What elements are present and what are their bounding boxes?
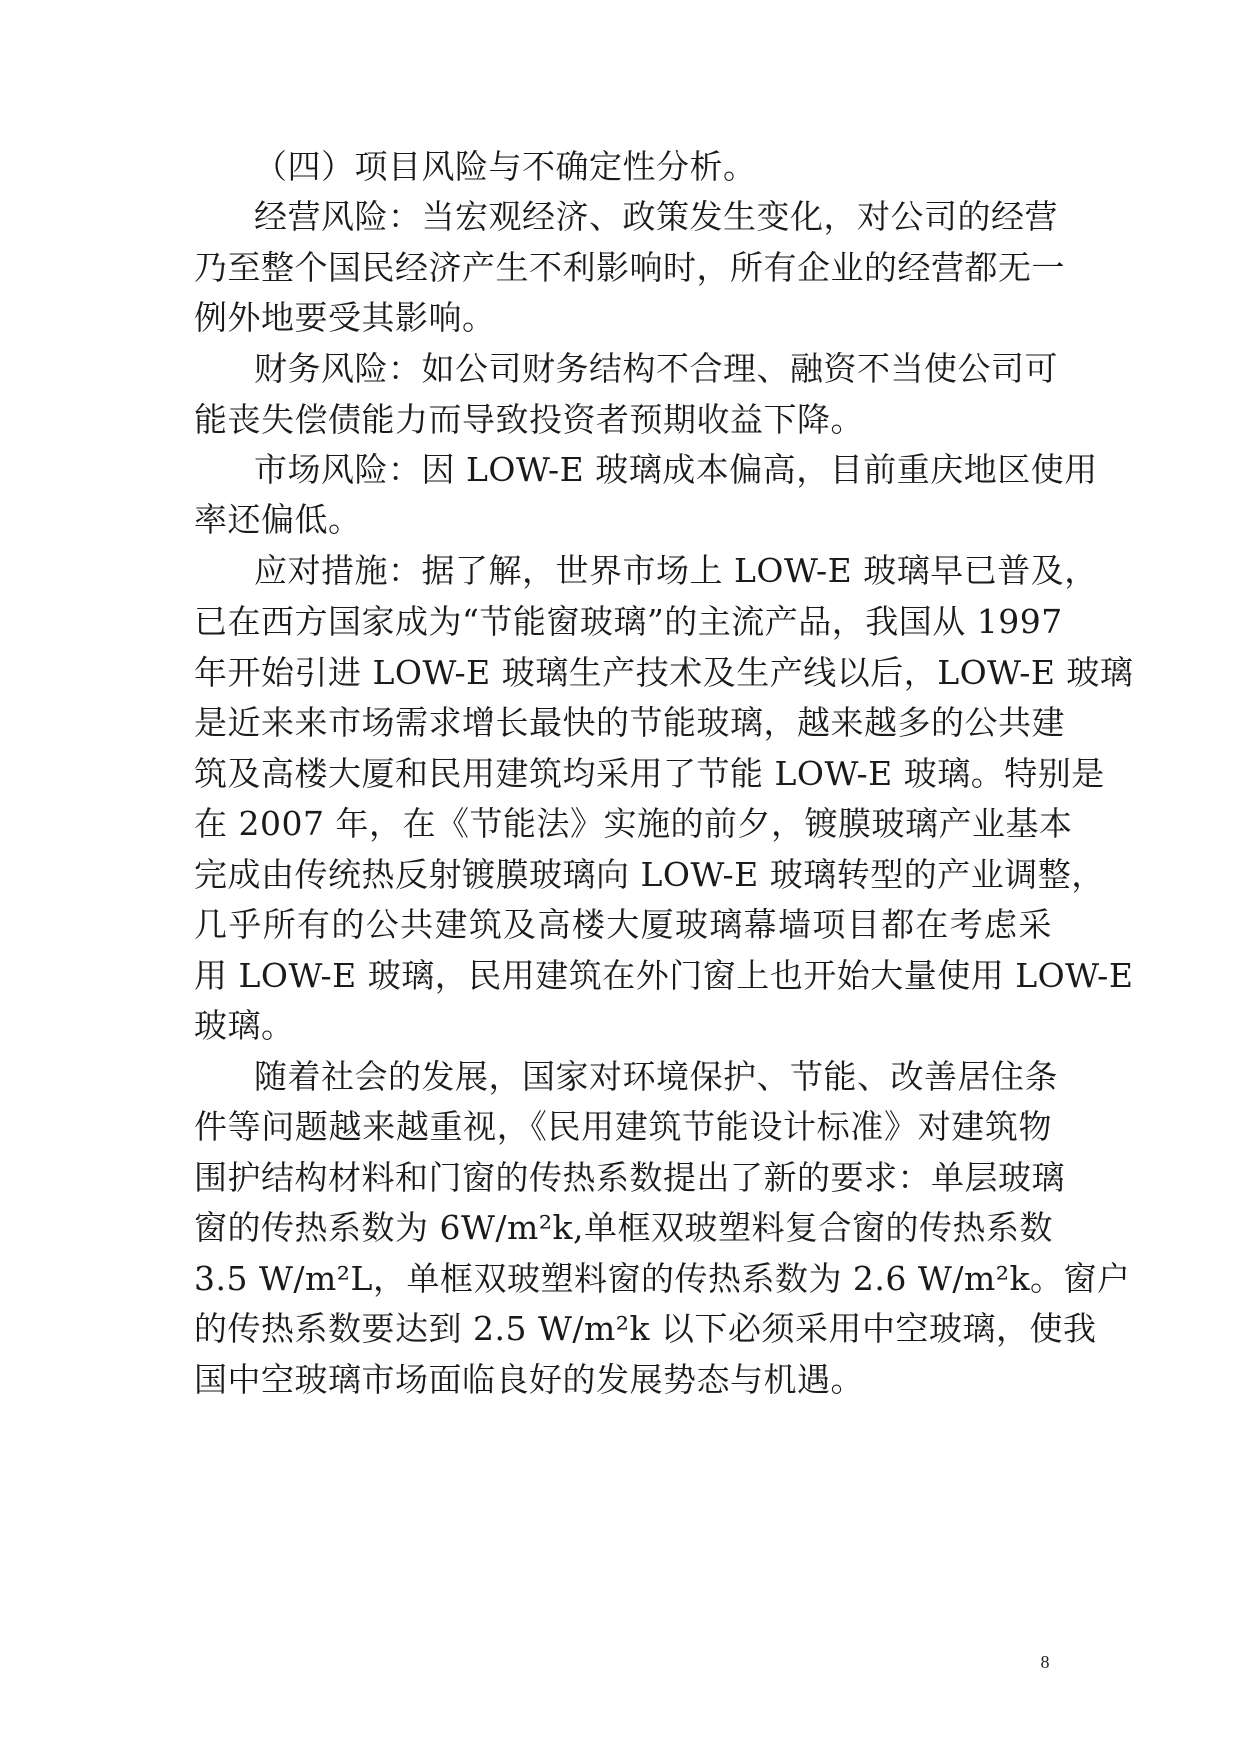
paragraph-line: 在 2007 年，在《节能法》实施的前夕，镀膜玻璃产业基本 <box>194 804 1073 843</box>
paragraph-line: 随着社会的发展，国家对环境保护、节能、改善居住条 <box>254 1057 1058 1096</box>
paragraph-line: 市场风险：因 LOW-E 玻璃成本偏高，目前重庆地区使用 <box>254 450 1098 489</box>
paragraph-line: 几乎所有的公共建筑及高楼大厦玻璃幕墙项目都在考虑采 <box>194 905 1052 944</box>
paragraph-line: 3.5 W/m²L，单框双玻塑料窗的传热系数为 2.6 W/m²k。窗户 <box>194 1259 1131 1298</box>
paragraph-line: 年开始引进 LOW-E 玻璃生产技术及生产线以后，LOW-E 玻璃 <box>194 653 1134 692</box>
paragraph-line: 窗的传热系数为 6W/m²k,单框双玻塑料复合窗的传热系数 <box>194 1208 1054 1247</box>
paragraph-line: 已在西方国家成为“节能窗玻璃”的主流产品，我国从 1997 <box>194 602 1063 641</box>
paragraph-line: 是近来来市场需求增长最快的节能玻璃，越来越多的公共建 <box>194 703 1065 742</box>
paragraph-line: 的传热系数要达到 2.5 W/m²k 以下必须采用中空玻璃，使我 <box>194 1309 1097 1348</box>
paragraph-line: 乃至整个国民经济产生不利影响时，所有企业的经营都无一 <box>194 248 1065 287</box>
paragraph-line: 率还偏低。 <box>194 500 362 539</box>
paragraph-line: 完成由传统热反射镀膜玻璃向 LOW-E 玻璃转型的产业调整， <box>194 855 1105 894</box>
paragraph-line: 应对措施：据了解，世界市场上 LOW-E 玻璃早已普及， <box>254 551 1098 590</box>
paragraph-line: 财务风险：如公司财务结构不合理、融资不当使公司可 <box>254 349 1058 388</box>
paragraph-line: 能丧失偿债能力而导致投资者预期收益下降。 <box>194 400 864 439</box>
paragraph-line: 玻璃。 <box>194 1006 295 1045</box>
paragraph-line: 经营风险：当宏观经济、政策发生变化，对公司的经营 <box>254 197 1058 236</box>
paragraph-line: 筑及高楼大厦和民用建筑均采用了节能 LOW-E 玻璃。特别是 <box>194 754 1105 793</box>
section-heading: （四）项目风险与不确定性分析。 <box>254 147 757 186</box>
paragraph-line: 用 LOW-E 玻璃，民用建筑在外门窗上也开始大量使用 LOW-E <box>194 956 1134 995</box>
paragraph-line: 国中空玻璃市场面临良好的发展势态与机遇。 <box>194 1360 864 1399</box>
paragraph-line: 围护结构材料和门窗的传热系数提出了新的要求：单层玻璃 <box>194 1158 1065 1197</box>
page-number: 8 <box>1040 1652 1050 1672</box>
paragraph-line: 件等问题越来越重视，《民用建筑节能设计标准》对建筑物 <box>194 1107 1052 1146</box>
paragraph-line: 例外地要受其影响。 <box>194 298 496 337</box>
